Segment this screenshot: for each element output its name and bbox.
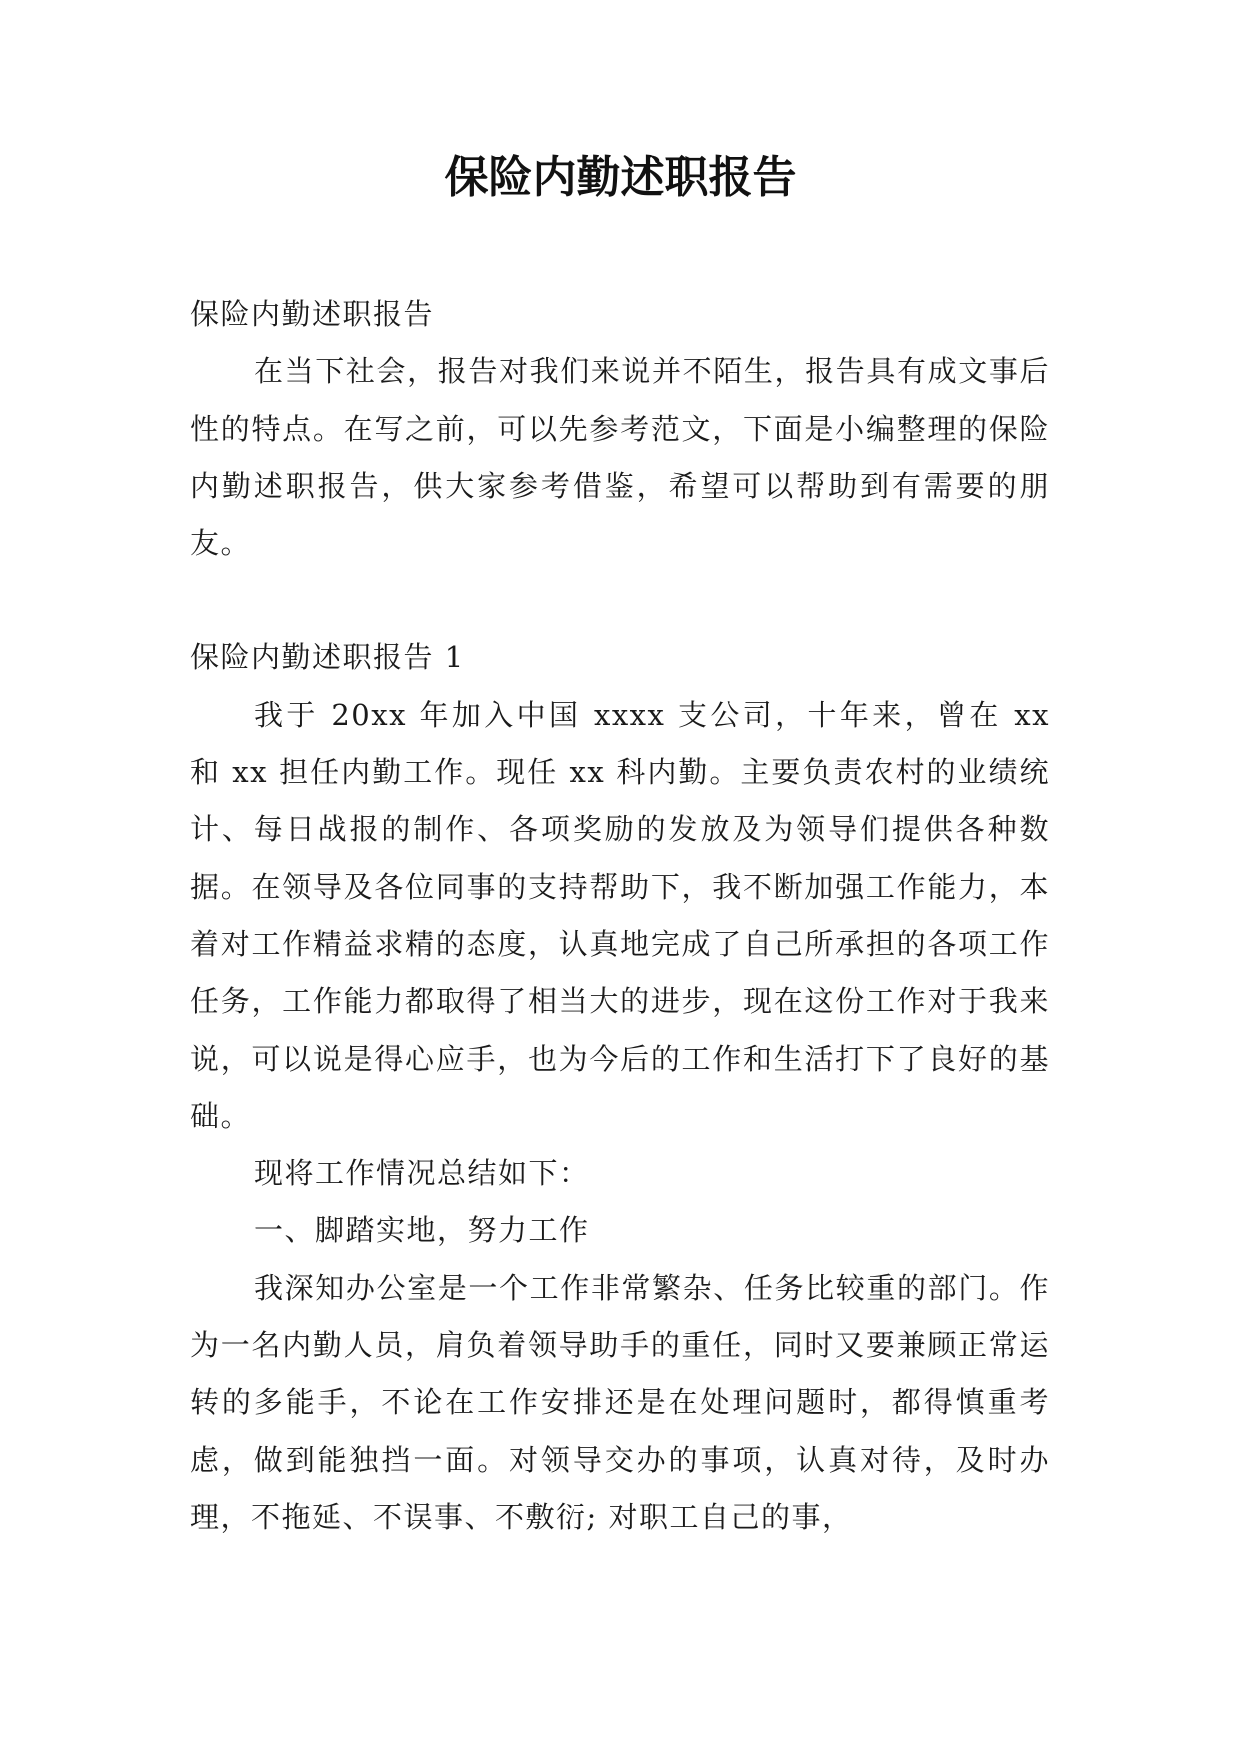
document-body xyxy=(190,286,1050,1546)
point-heading: 一、脚踏实地，努力工作 xyxy=(254,1213,590,1248)
section-heading: 保险内勤述职报告 1 xyxy=(190,640,465,675)
intro-paragraph: 在当下社会，报告对我们来说并不陌生，报告具有成文事后性的特点。在写之前，可以先参考范文，下面是小编整理的保险内勤述职报告，供大家参考借鉴，希望可以帮助到有需要的朋友。 xyxy=(190,354,1050,561)
paragraph-spacer xyxy=(190,572,1050,629)
section-paragraph: 我于 20xx 年加入中国 xxxx 支公司，十年来，曾在 xx 和 xx 担任内勤工作。现任 xx 科内勤。主要负责农村的业绩统计、每日战报的制作、各项奖励的发放及为领导们提供各种数据。在领导及各位同事的支持帮助下，我不断加强工作能力，本着对工作精益求精的态度，认真地完成了自己所承担的各项工作任务，工作能力都取得了相当大的进步，现在这份工作对于我来说，可以说是得心应手，也为今后的工作和生活打下了良好的基础。 xyxy=(190,697,1050,1133)
subtitle: 保险内勤述职报告 xyxy=(190,297,435,331)
point-paragraph: 我深知办公室是一个工作非常繁杂、任务比较重的部门。作为一名内勤人员，肩负着领导助手的重任，同时又要兼顾正常运转的多能手，不论在工作安排还是在处理问题时，都得慎重考虑，做到能独挡一面。对领导交办的事项，认真对待，及时办理，不拖延、不误事、不敷衍; 对职工自己的事， xyxy=(190,1270,1050,1534)
summary-intro: 现将工作情况总结如下： xyxy=(254,1156,590,1191)
document-title: 保险内勤述职报告 xyxy=(444,152,797,203)
